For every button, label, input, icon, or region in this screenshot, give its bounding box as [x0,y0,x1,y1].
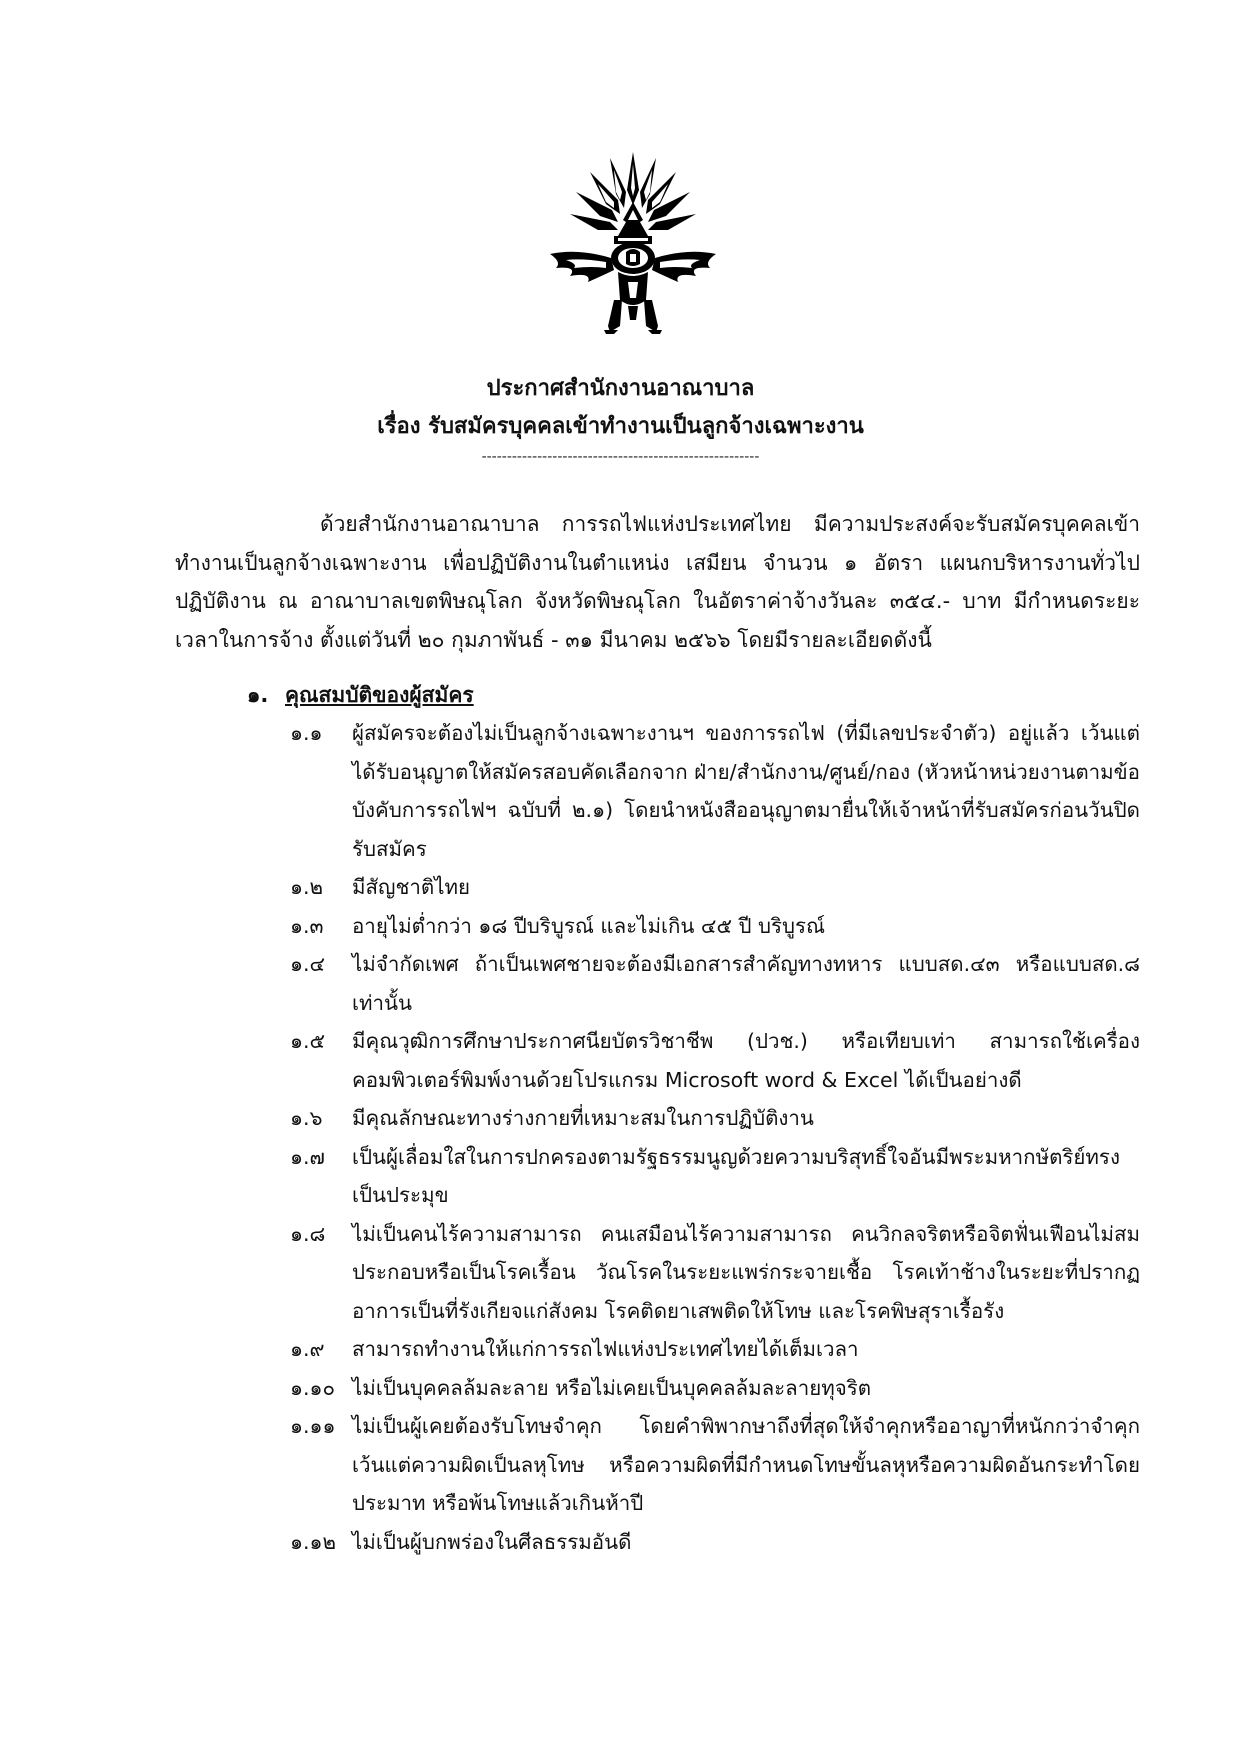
announcement-title: ประกาศสำนักงานอาณาบาล [486,376,755,401]
list-item [290,1407,1140,1523]
item-text: ไม่เป็นคนไร้ความสามารถ คนเสมือนไร้ความสามารถ คนวิกลจริตหรือจิตฟั่นเฟือนไม่สมประกอบหรือเป็นโรคเรื้อน วัณโรคในระยะแพร่กระจายเชื้อ โรคเท้าช้างในระยะที่ปรากฏอาการเป็นที่รังเกียจแก่สังคม โรคติดยาเสพติดให้โทษ และโรคพิษสุราเรื้อรัง [352,1221,1140,1323]
list-item [290,1215,1140,1331]
item-number: ๑.๘ [290,1221,326,1246]
list-item [290,1099,1140,1138]
header-divider: ------------------------------------------------------- [481,449,760,465]
intro-text: ด้วยสำนักงานอาณาบาล การรถไฟแห่งประเทศไทย มีความประสงค์จะรับสมัครบุคคลเข้าทำงานเป็นลูกจ้างเฉพาะงาน เพื่อปฏิบัติงานในตำแหน่ง เสมียน จำนวน ๑ อัตรา แผนกบริหารงานทั่วไป ปฏิบัติงาน ณ อาณาบาลเขตพิษณุโลก จังหวัดพิษณุโลก ในอัตราค่าจ้างวันละ ๓๕๔.- บาท มีกำหนดระยะเวลาในการจ้าง ตั้งแต่วันที่ ๒๐ กุมภาพันธ์ - ๓๑ มีนาคม ๒๕๖๖ โดยมีรายละเอียดดังนี้ [175,512,1140,652]
item-text: ผู้สมัครจะต้องไม่เป็นลูกจ้างเฉพาะงานฯ ของการรถไฟ (ที่มีเลขประจำตัว) อยู่แล้ว เว้นแต่ได้รับอนุญาตให้สมัครสอบคัดเลือกจาก ฝ่าย/สำนักงาน/ศูนย์/กอง (หัวหน้าหน่วยงานตามข้อบังคับการรถไฟฯ ฉบับที่ ๒.๑) โดยนำหนังสืออนุญาตมายื่นให้เจ้าหน้าที่รับสมัครก่อนวันปิดรับสมัคร [352,721,1140,861]
item-text: มีคุณลักษณะทางร่างกายที่เหมาะสมในการปฏิบัติงาน [352,1106,814,1130]
list-item [290,945,1140,1022]
item-number: ๑.๑ [290,721,323,745]
item-text: เป็นผู้เลื่อมใสในการปกครองตามรัฐธรรมนูญด้วยความบริสุทธิ์ใจอันมีพระมหากษัตริย์ทรงเป็นประมุข [352,1144,1120,1207]
item-text: มีคุณวุฒิการศึกษาประกาศนียบัตรวิชาชีพ (ปวช.) หรือเทียบเท่า สามารถใช้เครื่องคอมพิวเตอร์พิมพ์งานด้วยโปรแกรม Microsoft word & Excel ได้เป็นอย่างดี [352,1029,1140,1092]
item-number: ๑.๑๑ [290,1414,336,1438]
list-item [290,907,1140,946]
item-number: ๑.๒ [290,875,324,899]
qualification-list [290,714,1140,1561]
list-item [290,1369,1140,1408]
item-text: อายุไม่ต่ำกว่า ๑๘ ปีบริบูรณ์ และไม่เกิน ๔๕ ปี บริบูรณ์ [352,913,826,938]
section-heading [247,676,474,714]
list-item [290,1138,1140,1215]
item-text: ไม่เป็นผู้บกพร่องในศีลธรรมอันดี [352,1529,632,1554]
section-title: คุณสมบัติของผู้สมัคร [285,683,474,707]
item-text: สามารถทำงานให้แก่การรถไฟแห่งประเทศไทยได้เต็มเวลา [352,1337,859,1361]
announcement-subject: เรื่อง รับสมัครบุคคลเข้าทำงานเป็นลูกจ้างเฉพาะงาน [377,414,864,439]
section-number: ๑. [247,683,269,707]
item-number: ๑.๖ [290,1106,323,1130]
item-text: ไม่เป็นบุคคลล้มละลาย หรือไม่เคยเป็นบุคคลล้มละลายทุจริต [352,1375,872,1400]
list-item [290,1523,1140,1562]
item-number: ๑.๕ [290,1029,326,1053]
item-number: ๑.๑๐ [290,1375,336,1400]
item-number: ๑.๗ [290,1144,325,1169]
intro-paragraph [175,505,1140,659]
state-railway-of-thailand-emblem-icon [548,150,718,335]
announcement-header [0,370,1241,468]
item-number: ๑.๙ [290,1337,325,1361]
list-item [290,1330,1140,1369]
list-item [290,1022,1140,1099]
item-number: ๑.๑๒ [290,1529,337,1554]
list-item [290,714,1140,868]
list-item [290,868,1140,907]
item-text: ไม่จำกัดเพศ ถ้าเป็นเพศชายจะต้องมีเอกสารสำคัญทางทหาร แบบสด.๔๓ หรือแบบสด.๘ เท่านั้น [352,952,1140,1015]
item-number: ๑.๓ [290,913,324,938]
item-text: ไม่เป็นผู้เคยต้องรับโทษจำคุก โดยคำพิพากษาถึงที่สุดให้จำคุกหรืออาญาที่หนักกว่าจำคุก เว้นแต่ความผิดเป็นลหุโทษ หรือความผิดที่มีกำหนดโทษขั้นลหุหรือความผิดอันกระทำโดยประมาท หรือพ้นโทษแล้วเกินห้าปี [352,1414,1140,1515]
item-text: มีสัญชาติไทย [352,875,471,899]
item-number: ๑.๔ [290,952,326,976]
